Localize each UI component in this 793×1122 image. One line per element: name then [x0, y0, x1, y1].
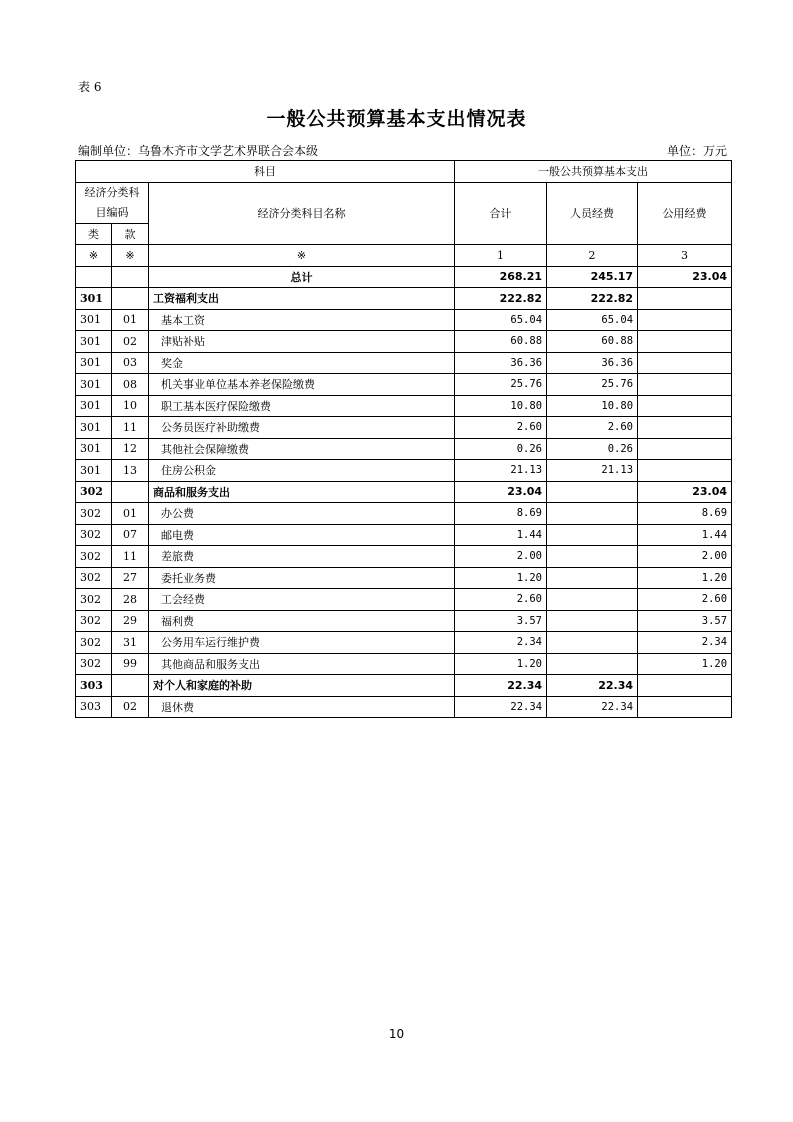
table-row [76, 331, 732, 353]
budget-table [75, 160, 732, 718]
header-col2: 2 [547, 245, 638, 267]
row-public: 3.57 [638, 610, 732, 632]
table-row [76, 610, 732, 632]
row-class-code: 302 [76, 610, 112, 632]
row-subject-name: 办公费 [149, 503, 455, 525]
row-public [638, 309, 732, 331]
row-public [638, 460, 732, 482]
row-subject-name: 基本工资 [149, 309, 455, 331]
table-row [76, 675, 732, 697]
row-item-code: 02 [112, 331, 149, 353]
row-class-code: 302 [76, 503, 112, 525]
row-item-code: 11 [112, 546, 149, 568]
row-class-code: 302 [76, 567, 112, 589]
table-row [76, 374, 732, 396]
row-personnel [547, 653, 638, 675]
grand-total-item [112, 266, 149, 288]
row-personnel [547, 503, 638, 525]
row-class-code: 301 [76, 438, 112, 460]
row-personnel: 21.13 [547, 460, 638, 482]
row-public [638, 288, 732, 310]
row-subject-name: 其他商品和服务支出 [149, 653, 455, 675]
row-class-code: 302 [76, 589, 112, 611]
row-class-code: 302 [76, 632, 112, 654]
row-public: 1.20 [638, 567, 732, 589]
row-class-code: 301 [76, 374, 112, 396]
row-subject-name: 对个人和家庭的补助 [149, 675, 455, 697]
header-personnel: 人员经费 [547, 182, 638, 245]
row-class-code: 301 [76, 352, 112, 374]
row-class-code: 302 [76, 653, 112, 675]
table-number: 表 6 [78, 80, 102, 94]
table-row [76, 481, 732, 503]
row-item-code: 01 [112, 503, 149, 525]
header-class: 类 [76, 223, 112, 245]
row-item-code: 29 [112, 610, 149, 632]
grand-total-public: 23.04 [638, 266, 732, 288]
row-subject-name: 差旅费 [149, 546, 455, 568]
row-item-code: 27 [112, 567, 149, 589]
row-item-code [112, 288, 149, 310]
header-subject: 科目 [76, 161, 455, 183]
row-item-code: 01 [112, 309, 149, 331]
row-item-code: 12 [112, 438, 149, 460]
row-total: 2.00 [455, 546, 547, 568]
row-item-code: 28 [112, 589, 149, 611]
header-total: 合计 [455, 182, 547, 245]
row-public: 2.34 [638, 632, 732, 654]
row-personnel: 36.36 [547, 352, 638, 374]
row-public: 1.20 [638, 653, 732, 675]
table-row [76, 589, 732, 611]
header-mark-class: ※ [76, 245, 112, 267]
grand-total-class [76, 266, 112, 288]
row-total: 60.88 [455, 331, 547, 353]
row-class-code: 302 [76, 524, 112, 546]
row-personnel: 2.60 [547, 417, 638, 439]
page-number: 10 [388, 1027, 405, 1041]
row-subject-name: 职工基本医疗保险缴费 [149, 395, 455, 417]
row-class-code: 301 [76, 309, 112, 331]
row-total: 8.69 [455, 503, 547, 525]
grand-total-personnel: 245.17 [547, 266, 638, 288]
row-public [638, 696, 732, 718]
header-col1: 1 [455, 245, 547, 267]
row-personnel [547, 632, 638, 654]
page-title: 一般公共预算基本支出情况表 [266, 108, 527, 130]
table-row [76, 653, 732, 675]
table-row [76, 503, 732, 525]
row-public: 8.69 [638, 503, 732, 525]
organization-label: 编制单位：乌鲁木齐市文学艺术界联合会本级 [78, 144, 319, 158]
row-class-code: 303 [76, 696, 112, 718]
row-subject-name: 委托业务费 [149, 567, 455, 589]
row-public [638, 438, 732, 460]
row-subject-name: 机关事业单位基本养老保险缴费 [149, 374, 455, 396]
row-item-code: 10 [112, 395, 149, 417]
row-subject-name: 商品和服务支出 [149, 481, 455, 503]
table-row [76, 524, 732, 546]
row-personnel: 10.80 [547, 395, 638, 417]
row-subject-name: 公务用车运行维护费 [149, 632, 455, 654]
row-personnel: 65.04 [547, 309, 638, 331]
grand-total-label: 总计 [149, 266, 455, 288]
table-row [76, 395, 732, 417]
row-class-code: 301 [76, 288, 112, 310]
row-personnel [547, 610, 638, 632]
row-item-code: 03 [112, 352, 149, 374]
header-mark-name: ※ [149, 245, 455, 267]
row-total: 0.26 [455, 438, 547, 460]
row-class-code: 303 [76, 675, 112, 697]
row-subject-name: 奖金 [149, 352, 455, 374]
row-total: 22.34 [455, 696, 547, 718]
row-total: 2.34 [455, 632, 547, 654]
row-public: 2.60 [638, 589, 732, 611]
row-total: 1.44 [455, 524, 547, 546]
grand-total-total: 268.21 [455, 266, 547, 288]
row-public [638, 331, 732, 353]
row-item-code: 11 [112, 417, 149, 439]
row-public [638, 395, 732, 417]
row-personnel: 22.34 [547, 696, 638, 718]
row-total: 2.60 [455, 589, 547, 611]
grand-total-row [76, 266, 732, 288]
row-subject-name: 公务员医疗补助缴费 [149, 417, 455, 439]
row-item-code: 02 [112, 696, 149, 718]
row-subject-name: 住房公积金 [149, 460, 455, 482]
table-row [76, 460, 732, 482]
header-public: 公用经费 [638, 182, 732, 245]
table-row [76, 438, 732, 460]
row-personnel [547, 546, 638, 568]
table-row [76, 288, 732, 310]
table-row [76, 567, 732, 589]
row-class-code: 302 [76, 546, 112, 568]
header-budget: 一般公共预算基本支出 [455, 161, 732, 183]
row-personnel: 0.26 [547, 438, 638, 460]
unit-label: 单位：万元 [666, 144, 727, 158]
row-personnel [547, 589, 638, 611]
header-mark-item: ※ [112, 245, 149, 267]
row-subject-name: 其他社会保障缴费 [149, 438, 455, 460]
row-item-code [112, 481, 149, 503]
row-personnel [547, 481, 638, 503]
row-personnel [547, 524, 638, 546]
row-public [638, 675, 732, 697]
row-class-code: 301 [76, 460, 112, 482]
row-public: 1.44 [638, 524, 732, 546]
row-total: 23.04 [455, 481, 547, 503]
header-code: 经济分类科目编码 [76, 182, 149, 223]
row-item-code: 13 [112, 460, 149, 482]
row-class-code: 301 [76, 417, 112, 439]
row-subject-name: 邮电费 [149, 524, 455, 546]
row-class-code: 301 [76, 395, 112, 417]
table-row [76, 632, 732, 654]
row-subject-name: 工会经费 [149, 589, 455, 611]
row-total: 21.13 [455, 460, 547, 482]
row-total: 22.34 [455, 675, 547, 697]
row-item-code: 07 [112, 524, 149, 546]
row-total: 1.20 [455, 567, 547, 589]
row-personnel: 60.88 [547, 331, 638, 353]
table-row [76, 352, 732, 374]
row-total: 2.60 [455, 417, 547, 439]
row-total: 10.80 [455, 395, 547, 417]
header-item: 款 [112, 223, 149, 245]
row-public [638, 417, 732, 439]
row-subject-name: 福利费 [149, 610, 455, 632]
row-public [638, 374, 732, 396]
row-item-code: 31 [112, 632, 149, 654]
row-item-code: 99 [112, 653, 149, 675]
row-total: 3.57 [455, 610, 547, 632]
table-row [76, 417, 732, 439]
row-total: 36.36 [455, 352, 547, 374]
table-row [76, 309, 732, 331]
row-personnel: 222.82 [547, 288, 638, 310]
row-public: 2.00 [638, 546, 732, 568]
row-total: 222.82 [455, 288, 547, 310]
row-total: 25.76 [455, 374, 547, 396]
header-name: 经济分类科目名称 [149, 182, 455, 245]
row-item-code: 08 [112, 374, 149, 396]
row-personnel [547, 567, 638, 589]
row-subject-name: 退休费 [149, 696, 455, 718]
row-item-code [112, 675, 149, 697]
row-public [638, 352, 732, 374]
table-row [76, 546, 732, 568]
row-subject-name: 工资福利支出 [149, 288, 455, 310]
row-personnel: 22.34 [547, 675, 638, 697]
row-class-code: 301 [76, 331, 112, 353]
header-col3: 3 [638, 245, 732, 267]
row-total: 1.20 [455, 653, 547, 675]
row-public: 23.04 [638, 481, 732, 503]
row-total: 65.04 [455, 309, 547, 331]
row-class-code: 302 [76, 481, 112, 503]
row-personnel: 25.76 [547, 374, 638, 396]
row-subject-name: 津贴补贴 [149, 331, 455, 353]
table-row [76, 696, 732, 718]
